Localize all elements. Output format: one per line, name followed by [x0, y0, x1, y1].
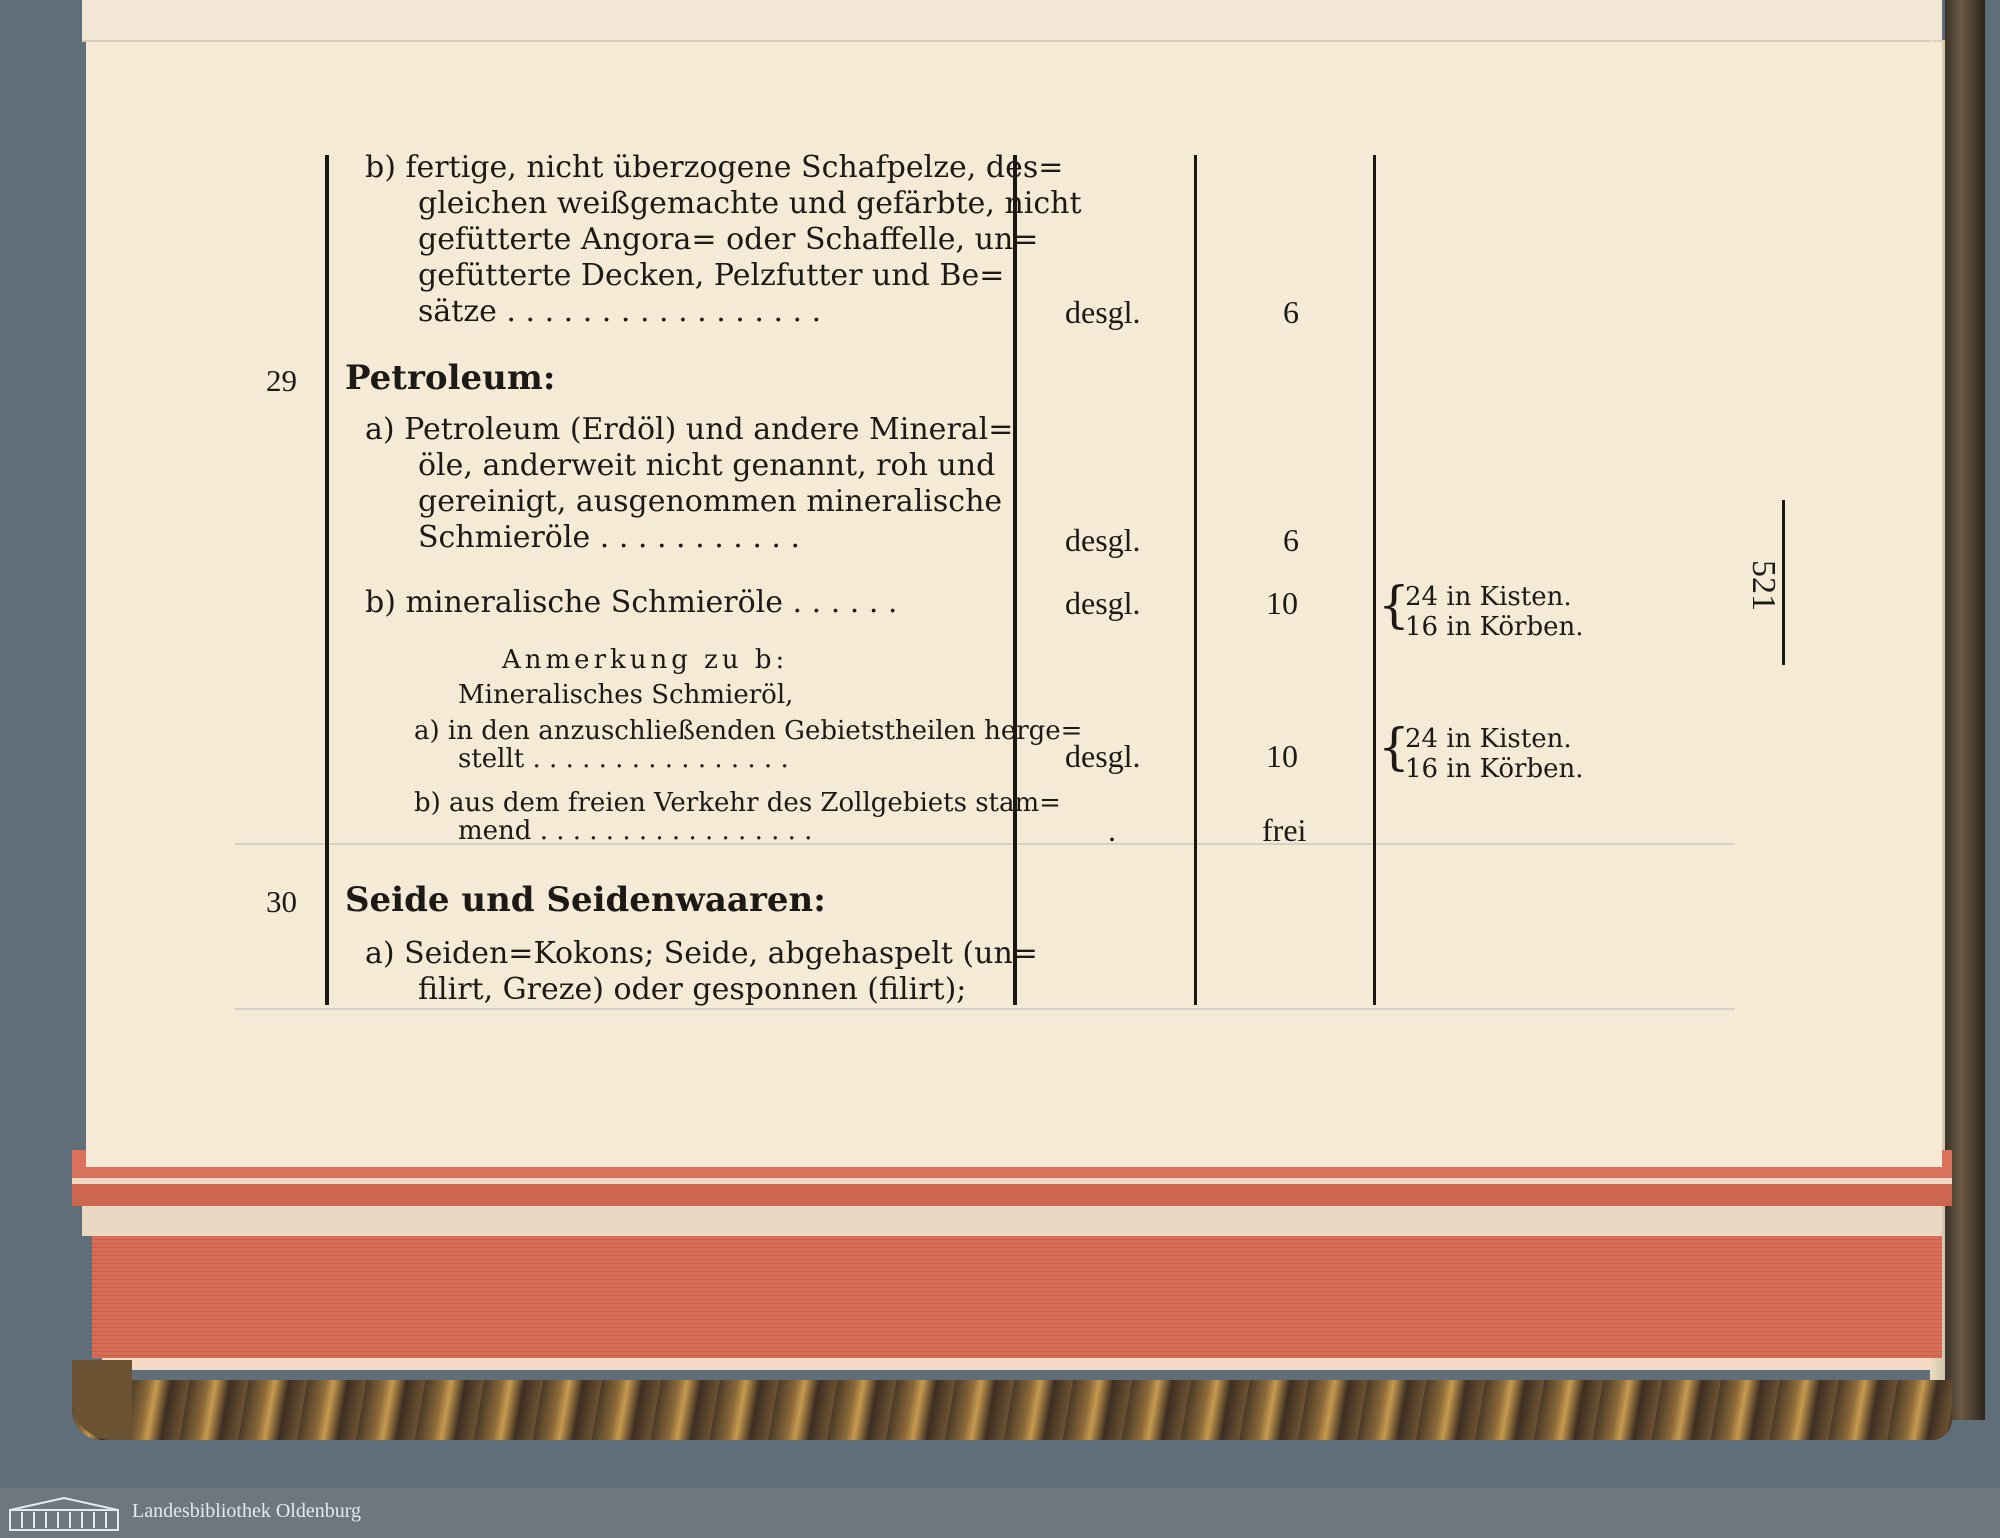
heading-seide: Seide und Seidenwaaren: [345, 880, 826, 920]
row-petroleum-a-line-4: Schmieröle . . . . . . . . . . . [418, 520, 801, 555]
note-a-packing-koerben: 16 in Körben. [1405, 754, 1584, 784]
row-b-line-3: gefütterte Angora= oder Schaffelle, un= [418, 222, 1039, 257]
marbled-cover [72, 1380, 1952, 1440]
page-edges [72, 1150, 1952, 1395]
item-number-29: 29 [266, 363, 297, 398]
row-seide-a-line-2: filirt, Greze) oder gesponnen (filirt); [418, 972, 967, 1007]
page-number-rule [1782, 500, 1785, 665]
note-a-unit: desgl. [1065, 738, 1141, 774]
column-rule-left [325, 155, 329, 1005]
library-building-icon [8, 1496, 120, 1532]
note-a-line-2: stellt . . . . . . . . . . . . . . . . [458, 744, 789, 774]
heading-petroleum: Petroleum: [345, 358, 556, 398]
row-petroleum-b-rate: 10 [1266, 585, 1298, 621]
row-b-line-4: gefütterte Decken, Pelzfutter und Be= [418, 258, 1005, 293]
row-petroleum-a-line-1: a) Petroleum (Erdöl) und andere Mineral= [365, 412, 1014, 447]
column-rule-unit [1194, 155, 1197, 1005]
note-title: Anmerkung zu b: [502, 645, 789, 675]
note-a-line-1: a) in den anzuschließenden Gebietstheilen herge= [414, 716, 1083, 746]
column-rule-desc [1013, 155, 1017, 1005]
footer-bar [0, 1488, 2000, 1538]
note-subtitle: Mineralisches Schmieröl, [458, 680, 794, 710]
item-number-30: 30 [266, 884, 297, 919]
row-b-line-1: b) fertige, nicht überzogene Schafpelze, des= [365, 150, 1064, 185]
note-b-line-2: mend . . . . . . . . . . . . . . . . . [458, 816, 813, 846]
row-petroleum-b-unit: desgl. [1065, 585, 1141, 621]
packing-koerben: 16 in Körben. [1405, 612, 1584, 642]
note-b-unit: . [1108, 812, 1116, 848]
row-b-line-2: gleichen weißgemachte und gefärbte, nicht [418, 186, 1082, 221]
note-a-rate: 10 [1266, 738, 1298, 774]
row-petroleum-a-unit: desgl. [1065, 522, 1141, 558]
row-petroleum-a-rate: 6 [1283, 522, 1299, 558]
brace: { [1378, 576, 1410, 634]
row-b-line-5: sätze . . . . . . . . . . . . . . . . . [418, 294, 822, 329]
brace: { [1378, 718, 1410, 776]
row-petroleum-a-line-2: öle, anderweit nicht genannt, roh und [418, 448, 996, 483]
note-b-line-1: b) aus dem freien Verkehr des Zollgebiets stam= [414, 788, 1061, 818]
column-rule-rate [1373, 155, 1376, 1005]
packing-kisten: 24 in Kisten. [1405, 582, 1572, 612]
note-b-rate: frei [1262, 812, 1307, 848]
page-number: 521 [1745, 560, 1782, 611]
row-b-unit: desgl. [1065, 294, 1141, 330]
library-name: Landesbibliothek Oldenburg [132, 1500, 362, 1522]
bleed-rule [235, 1008, 1735, 1010]
row-petroleum-a-line-3: gereinigt, ausgenommen mineralische [418, 484, 1003, 519]
row-petroleum-b-line-1: b) mineralische Schmieröle . . . . . . [365, 585, 898, 620]
row-seide-a-line-1: a) Seiden=Kokons; Seide, abgehaspelt (un= [365, 936, 1038, 971]
previous-page-edge [82, 0, 1942, 42]
note-a-packing-kisten: 24 in Kisten. [1405, 724, 1572, 754]
row-b-rate: 6 [1283, 294, 1299, 330]
